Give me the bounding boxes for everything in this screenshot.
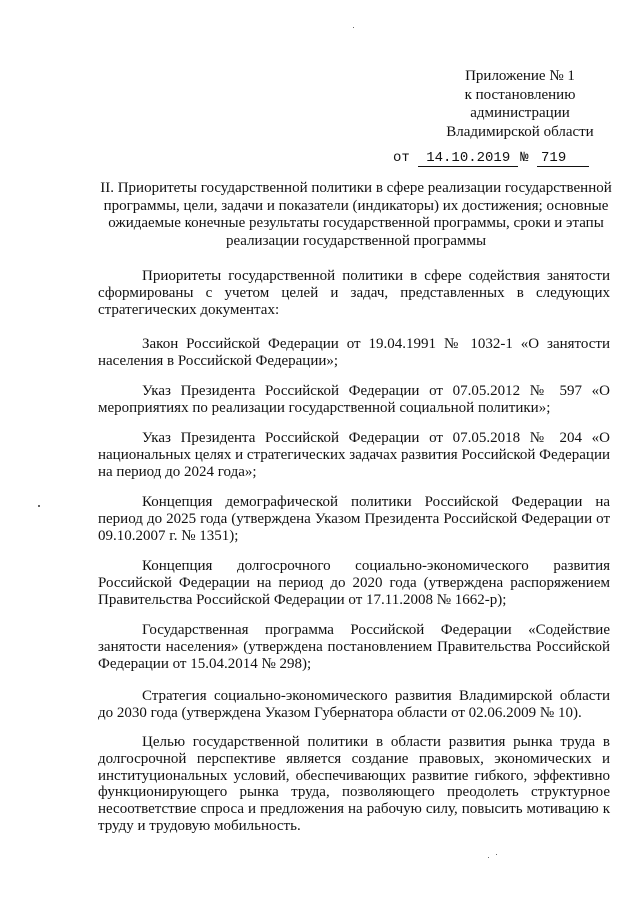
date-label: от (393, 150, 410, 166)
section-title: II. Приоритеты государственной политики в сфере реализации государственной программы, цели, задачи и показатели (индикаторы) их достижения; основные ожидаемые конечные результаты государственной программы, сроки и этапы реализации государственной программы (100, 180, 612, 249)
paragraph: Закон Российской Федерации от 19.04.1991 № 1032-1 «О занятости населения в Российской Федерации»; (98, 336, 610, 369)
appendix-header-line: к постановлению (464, 86, 576, 103)
document-date: 14.10.2019 (426, 150, 511, 166)
document-number: 719 (541, 150, 567, 166)
registration-line (393, 150, 589, 167)
paragraph: Приоритеты государственной политики в сфере содействия занятости сформированы с учетом целей и задач, представленных в следующих стратегических документах: (98, 268, 610, 318)
paragraph: Указ Президента Российской Федерации от 07.05.2012 № 597 «О мероприятиях по реализации государственной социальной политики»; (98, 383, 610, 416)
paragraph: Стратегия социально-экономического развития Владимирской области до 2030 года (утверждена Указом Губернатора области от 02.06.2009 № 10). (98, 688, 610, 721)
scan-speck (353, 27, 354, 28)
appendix-header (420, 67, 620, 141)
appendix-header-line: администрации (470, 105, 570, 121)
appendix-header-line: Владимирской области (446, 123, 594, 140)
paragraph: Концепция долгосрочного социально-экономического развития Российской Федерации на период до 2020 года (утверждена распоряжением Правительства Российской Федерации от 17.11.2008 № 1662-р); (98, 558, 610, 608)
number-label: № (520, 150, 529, 166)
paragraph: Указ Президента Российской Федерации от 07.05.2018 № 204 «О национальных целях и стратегических задачах развития Российской Федерации на период до 2024 года»; (98, 430, 610, 480)
scan-speck (496, 854, 497, 855)
scan-speck (488, 857, 489, 858)
paragraph: Государственная программа Российской Федерации «Содействие занятости населения» (утверждена постановлением Правительства Российской Федерации от 15.04.2014 № 298); (98, 622, 610, 672)
scan-speck (38, 505, 40, 507)
paragraph: Концепция демографической политики Российской Федерации на период до 2025 года (утверждена Указом Президента Российской Федерации от 09.10.2007 г. № 1351); (98, 494, 610, 544)
paragraph: Целью государственной политики в области развития рынка труда в долгосрочной перспективе является создание правовых, экономических и институциональных условий, обеспечивающих развитие гибкого, эффективно функционирующего рынка труда, позволяющего преодолеть структурное несоответствие спроса и предложения на рабочую силу, повысить мотивацию к труду и трудовую мобильность. (98, 734, 610, 834)
appendix-header-line: Приложение № 1 (465, 68, 575, 84)
